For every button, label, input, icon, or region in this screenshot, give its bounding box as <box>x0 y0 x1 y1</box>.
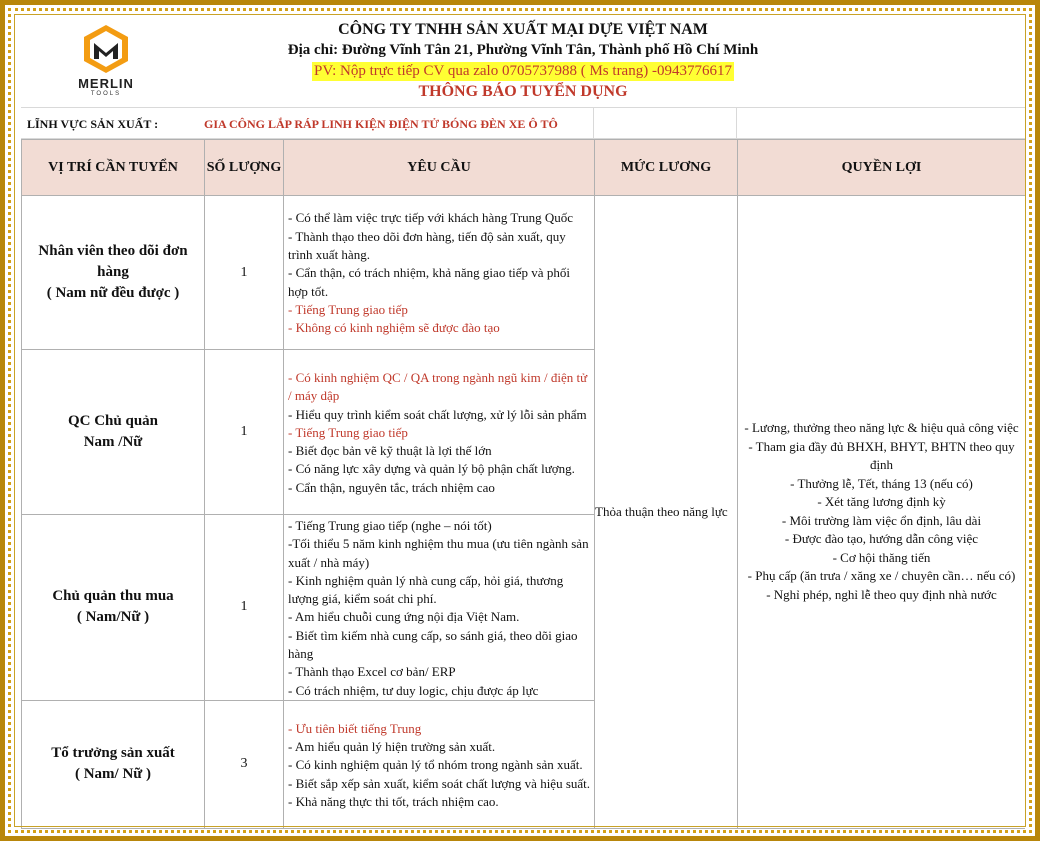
job-position-line: Nam /Nữ <box>83 434 143 450</box>
job-position-line: ( Nam/ Nữ ) <box>74 766 152 783</box>
benefit-item: - Được đào tạo, hướng dẫn công việc <box>784 531 979 547</box>
requirement-item: - Không có kinh nghiệm sẽ được đào tạo <box>288 320 500 336</box>
logo-subtitle: TOOLS <box>90 91 122 97</box>
header-position: VỊ TRÍ CẦN TUYỂN <box>22 140 205 196</box>
field-label: LĨNH VỰC SẢN XUẤT : <box>27 117 159 131</box>
requirement-item: - Thành thạo theo dõi đơn hàng, tiến độ sản xuất, quy trình xuất hàng. <box>288 228 566 263</box>
requirement-item: - Có năng lực xây dựng và quản lý bộ phận chất lượng. <box>288 461 575 477</box>
document-header <box>21 19 1025 107</box>
requirement-item: - Am hiểu chuỗi cung ứng nội địa Việt Nam. <box>288 609 520 625</box>
requirement-item: - Khả năng thực thi tốt, trách nhiệm cao. <box>288 793 499 809</box>
requirement-item: - Hiểu quy trình kiểm soát chất lượng, xử lý lỗi sản phẩm <box>288 406 587 422</box>
job-requirements <box>284 700 595 828</box>
recruitment-sheet <box>21 19 1025 831</box>
benefit-item: - Lương, thưởng theo năng lực & hiệu quả công việc <box>744 420 1019 436</box>
requirement-item: - Cẩn thận, nguyên tắc, trách nhiệm cao <box>288 479 495 495</box>
table-header-row <box>22 140 1026 196</box>
requirement-item: - Tiếng Trung giao tiếp <box>288 424 408 440</box>
field-value: GIA CÔNG LẮP RÁP LINH KIỆN ĐIỆN TỬ BÓNG ĐÈN XE Ô TÔ <box>204 108 594 138</box>
header-salary: MỨC LƯƠNG <box>595 140 738 196</box>
requirement-item: - Biết sắp xếp sản xuất, kiểm soát chất lượng và hiệu suất. <box>288 775 591 791</box>
job-quantity: 1 <box>205 515 284 701</box>
requirement-item: - Cẩn thận, có trách nhiệm, khả năng giao tiếp và phối hợp tốt. <box>288 265 570 299</box>
requirement-item: - Biết tìm kiếm nhà cung cấp, so sánh giá, theo dõi giao hàng <box>288 627 578 662</box>
jobs-table <box>21 139 1025 829</box>
benefits-cell <box>738 196 1026 829</box>
contact-info: PV: Nộp trực tiếp CV qua zalo 0705737988 ( Ms trang) -0943776617 <box>314 63 732 79</box>
requirement-item: - Am hiểu quản lý hiện trường sản xuất. <box>288 739 496 755</box>
requirement-item: - Thành thạo Excel cơ bản/ ERP <box>288 664 456 680</box>
table-row <box>22 196 1026 350</box>
requirement-item: - Tiếng Trung giao tiếp (nghe – nói tốt) <box>288 518 492 533</box>
benefit-item: - Thưởng lễ, Tết, tháng 13 (nếu có) <box>790 475 973 491</box>
header-requirements: YÊU CẦU <box>284 140 595 196</box>
logo-name: MERLIN <box>78 76 134 91</box>
job-quantity: 1 <box>205 196 284 350</box>
job-position-line: Tổ trưởng sản xuất <box>51 745 175 762</box>
salary-cell: Thỏa thuận theo năng lực <box>595 196 738 829</box>
requirement-item: - Có trách nhiệm, tư duy logic, chịu được áp lực <box>288 682 539 698</box>
job-position-line: ( Nam nữ đều được ) <box>46 285 180 301</box>
company-name: CÔNG TY TNHH SẢN XUẤT MẠI DỰE VIỆT NAM <box>338 21 708 38</box>
requirement-item: - Tiếng Trung giao tiếp <box>288 301 408 317</box>
company-address: Địa chỉ: Đường Vĩnh Tân 21, Phường Vĩnh Tân, Thành phố Hồ Chí Minh <box>287 42 759 58</box>
requirement-item: -Tối thiểu 5 năm kinh nghiệm thu mua (ưu tiên ngành sản xuất / nhà máy) <box>288 536 589 570</box>
merlin-logo-icon <box>80 23 132 75</box>
job-position-line: Chủ quản thu mua <box>52 588 174 605</box>
job-position-line: ( Nam/Nữ ) <box>76 609 150 626</box>
header-benefits: QUYỀN LỢI <box>738 140 1026 196</box>
company-logo <box>61 23 151 103</box>
job-position <box>22 700 205 828</box>
benefit-item: - Phụ cấp (ăn trưa / xăng xe / chuyên cần… nếu có) <box>747 568 1016 584</box>
header-quantity: SỐ LƯỢNG <box>205 140 284 196</box>
announcement-title: THÔNG BÁO TUYỂN DỤNG <box>418 83 628 100</box>
job-requirements <box>284 196 595 350</box>
job-position <box>22 196 205 350</box>
requirement-item: - Có thể làm việc trực tiếp với khách hàng Trung Quốc <box>288 210 574 226</box>
job-requirements <box>284 515 595 701</box>
benefit-item: - Xét tăng lương định kỳ <box>817 494 946 510</box>
job-position-line: QC Chủ quản <box>67 413 159 429</box>
job-position <box>22 515 205 701</box>
benefit-item: - Nghỉ phép, nghỉ lễ theo quy định nhà nước <box>766 586 997 602</box>
requirement-item: - Có kinh nghiệm quản lý tổ nhóm trong ngành sản xuất. <box>288 757 583 773</box>
job-quantity: 3 <box>205 700 284 828</box>
benefit-item: - Tham gia đầy đủ BHXH, BHYT, BHTN theo quy định <box>748 438 1015 473</box>
job-position <box>22 350 205 515</box>
requirement-item: - Ưu tiên biết tiếng Trung <box>288 720 422 736</box>
benefit-item: - Môi trường làm việc ổn định, lâu dài <box>781 512 982 528</box>
requirement-item: - Có kinh nghiệm QC / QA trong ngành ngũ kim / điện tử / máy dập <box>288 369 588 404</box>
job-quantity: 1 <box>205 350 284 515</box>
benefit-item: - Cơ hội thăng tiến <box>832 549 931 565</box>
requirement-item: - Biết đọc bản vẽ kỹ thuật là lợi thế lớn <box>288 443 492 459</box>
job-requirements <box>284 350 595 515</box>
job-position-line: Nhân viên theo dõi đơn hàng <box>38 243 188 280</box>
requirement-item: - Kinh nghiệm quản lý nhà cung cấp, hỏi giá, thương lượng giá, kiểm soát chi phí. <box>288 572 564 607</box>
production-field-row <box>21 107 1025 139</box>
